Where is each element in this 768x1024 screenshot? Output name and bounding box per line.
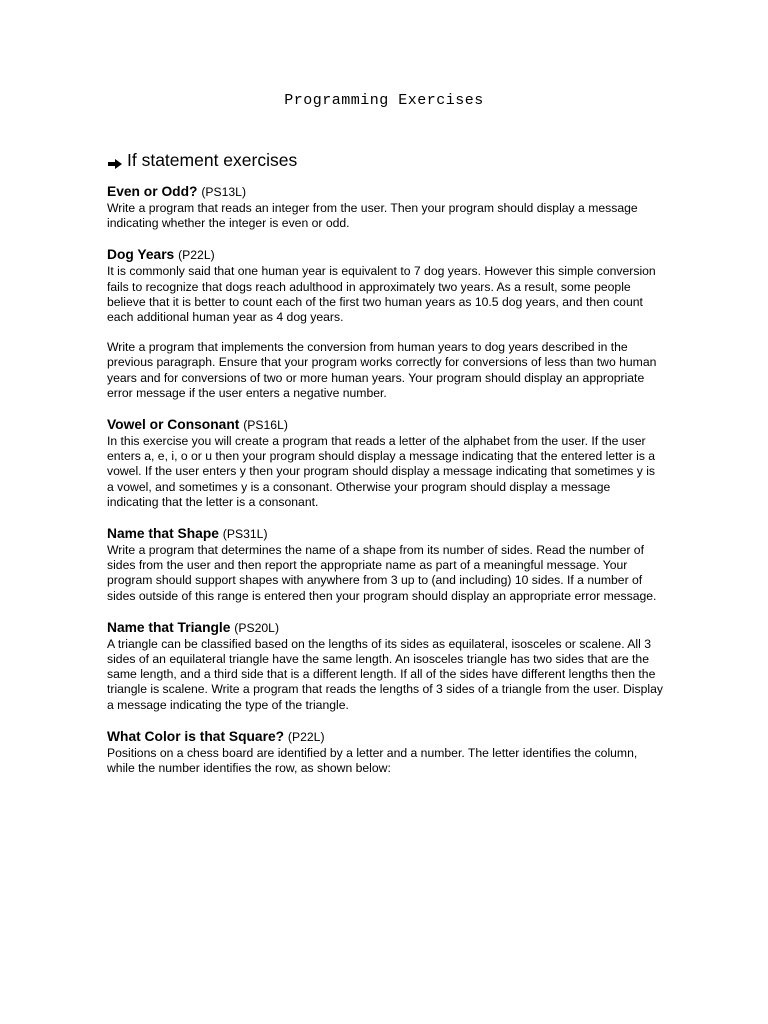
exercise-code: (P22L) — [287, 729, 325, 744]
exercise-code: (PS16L) — [243, 418, 288, 433]
exercise-name: Even or Odd? — [107, 184, 198, 199]
exercise-name: Name that Shape — [107, 526, 219, 542]
exercise-name-that-shape — [107, 525, 663, 604]
exercise-even-or-odd — [107, 183, 663, 231]
exercise-name: Dog Years — [107, 247, 175, 263]
document-title: Programming Exercises — [284, 92, 484, 109]
exercise-paragraph: A triangle can be classified based on the lengths of its sides as equilateral, isosceles or scalene. All 3 sides of an equilateral triangle have the same length. An isosceles triangle has two sides that are the same length, and a third side that is a different length. If all of the sides have different lengths then the triangle is scalene. Write a program that reads the lengths of 3 sides of a triangle from the user. Display a message indicating the type of the triangle. — [107, 636, 663, 712]
exercise-paragraph: In this exercise you will create a program that reads a letter of the alphabet from the user. If the user enters a, e, i, o or u then your program should display a message indicating that the entered letter is a vowel. If the user enters y then your program should display a message indicating that sometimes y is a vowel, and sometimes y is a consonant. Otherwise your program should display a message indicating that the letter is a consonant. — [107, 434, 656, 509]
exercise-heading — [107, 525, 663, 543]
exercise-paragraph: Positions on a chess board are identified by a letter and a number. The letter identifies the column, while the number identifies the row, as shown below: — [107, 745, 638, 776]
exercise-paragraph: Write a program that determines the name of a shape from its number of sides. Read the number of sides from the user and then report the appropriate name as part of a meaningful message. Your program should support shapes with anywhere from 3 up to (and including) 10 sides. If a number of sides outside of this range is entered then your program should display an appropriate error message. — [107, 543, 657, 603]
right-arrow-icon — [107, 154, 123, 166]
exercise-name: Name that Triangle — [107, 619, 231, 635]
exercise-what-color-is-that-square — [107, 728, 663, 776]
exercise-code: (PS31L) — [222, 527, 268, 542]
exercise-code: (PS20L) — [234, 620, 280, 635]
exercise-code: (PS13L) — [201, 185, 247, 199]
exercise-vowel-or-consonant — [107, 416, 663, 510]
exercise-code: (P22L) — [178, 248, 215, 263]
exercise-paragraph: It is commonly said that one human year is equivalent to 7 dog years. However this simple conversion fails to recognize that dogs reach adulthood in approximately two years. As a result, some people believe that it is better to count each of the first two human years as 10.5 dog years, and then count each additional human year as 4 dog years. — [107, 264, 656, 325]
exercise-name: What Color is that Square? — [107, 728, 285, 744]
exercise-name: Vowel or Consonant — [107, 417, 240, 433]
exercise-dog-years — [107, 246, 663, 401]
exercise-heading — [107, 619, 663, 637]
section-heading-text: If statement exercises — [127, 150, 298, 170]
exercise-paragraph: Write a program that implements the conversion from human years to dog years described in the previous paragraph. Ensure that your program works correctly for conversions of less than two human years and for conversions of two or more human years. Your program should display an appropriate error message if the user enters a negative number. — [107, 340, 657, 400]
exercise-heading — [107, 728, 663, 746]
exercise-paragraph: Write a program that reads an integer from the user. Then your program should display a message indicating whether the integer is even or odd. — [107, 201, 638, 231]
exercise-list — [107, 183, 663, 776]
exercise-name-that-triangle — [107, 619, 663, 713]
exercise-heading — [107, 416, 663, 434]
section-heading — [107, 150, 297, 171]
exercise-heading — [107, 246, 663, 264]
exercise-heading — [107, 183, 663, 201]
